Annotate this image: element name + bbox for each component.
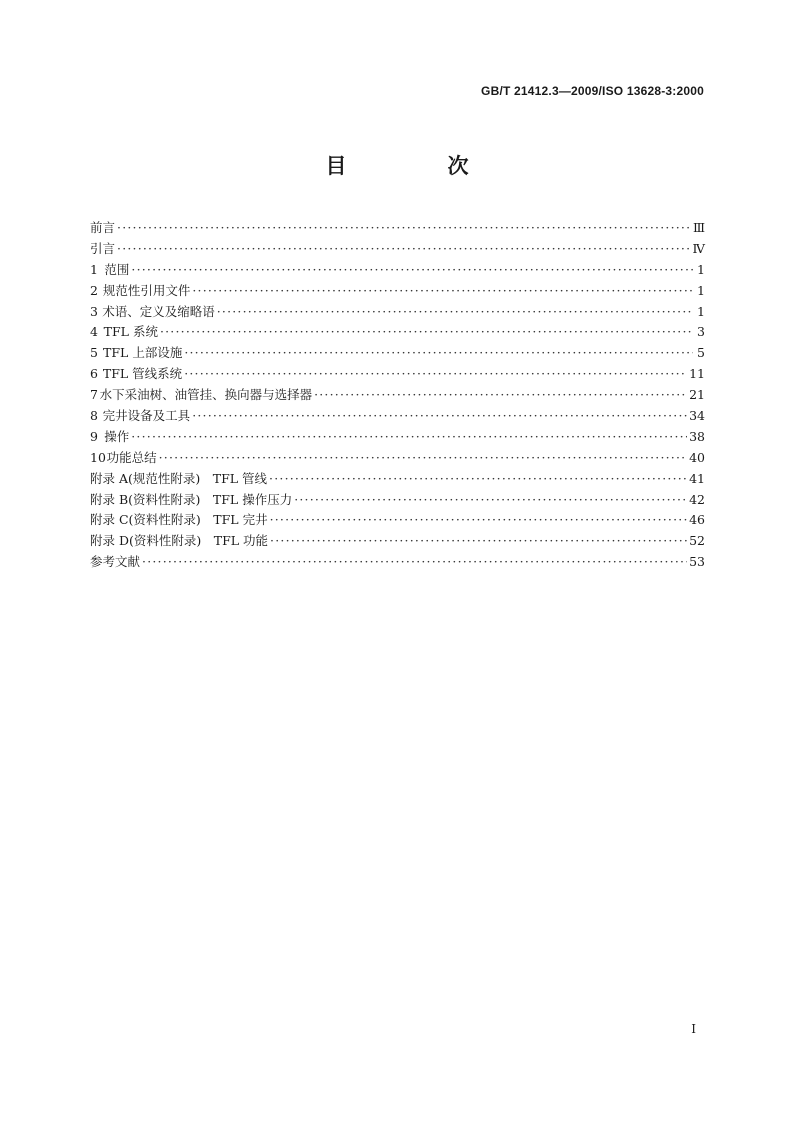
toc-entry-page: 1 <box>697 303 705 319</box>
toc-entry-page: 3 <box>697 324 705 340</box>
toc-entry-label: 前言 <box>90 220 116 235</box>
toc-leader-dots <box>269 471 687 486</box>
toc-leader-dots <box>270 512 688 527</box>
toc-entry-page: 52 <box>689 533 705 549</box>
toc-leader-dots <box>217 304 693 319</box>
toc-entry-page: 1 <box>697 282 705 298</box>
toc-entry-page: 1 <box>697 261 705 277</box>
toc-leader-dots <box>294 492 687 507</box>
toc-leader-dots <box>270 533 687 548</box>
toc-entry-number: 2 <box>90 282 98 298</box>
toc-entry-page: 42 <box>689 491 705 507</box>
toc-entry-page: 11 <box>689 366 705 382</box>
toc-entry-number: 5 <box>90 345 98 361</box>
toc-entry-number: 3 <box>90 303 98 319</box>
toc-entry[interactable] <box>90 322 705 343</box>
toc-entry[interactable] <box>90 531 705 552</box>
toc-leader-dots <box>184 345 693 360</box>
toc-entry[interactable] <box>90 385 705 406</box>
toc-entry[interactable] <box>90 260 705 281</box>
toc-leader-dots <box>192 283 693 298</box>
toc-entry-number: 4 <box>90 324 98 340</box>
toc-entry-label: 附录 C(资料性附录) TFL 完井 <box>90 512 268 528</box>
toc-entry-number: 10 <box>90 449 106 465</box>
toc-entry-page: 5 <box>697 345 705 361</box>
toc-entry-label: 完井设备及工具 <box>102 408 191 424</box>
toc-entry-label: 术语、定义及缩略语 <box>102 303 215 319</box>
toc-leader-dots <box>184 366 687 381</box>
toc-entry[interactable] <box>90 469 705 490</box>
toc-entry-label: TFL 上部设施 <box>103 345 183 361</box>
standard-code-header: GB/T 21412.3—2009/ISO 13628-3:2000 <box>481 84 704 98</box>
toc-entry-page: 46 <box>689 512 705 528</box>
toc-entry-label: 附录 D(资料性附录) TFL 功能 <box>90 533 269 549</box>
toc-entry[interactable] <box>90 218 705 239</box>
toc-entry-label: 参考文献 <box>90 554 141 570</box>
page-title: 目 次 <box>325 154 509 178</box>
toc-entry-page: 40 <box>689 449 705 465</box>
toc-entry[interactable] <box>90 490 705 511</box>
toc-entry[interactable] <box>90 239 705 260</box>
toc-entry[interactable] <box>90 406 705 427</box>
toc-entry[interactable] <box>90 343 705 364</box>
toc-entry-page: 38 <box>689 428 705 444</box>
toc-leader-dots <box>142 554 687 569</box>
toc-entry[interactable] <box>90 427 705 448</box>
toc-entry[interactable] <box>90 364 705 385</box>
toc-entry-number: 8 <box>90 408 98 424</box>
toc-entry-label: 附录 B(资料性附录) TFL 操作压力 <box>90 491 293 507</box>
toc-entry-page: Ⅲ <box>692 220 705 235</box>
toc-leader-dots <box>131 429 687 444</box>
toc-entry-page: 53 <box>689 554 705 570</box>
toc-entry[interactable] <box>90 281 705 302</box>
toc-leader-dots <box>117 220 691 235</box>
toc-entry-label: 引言 <box>90 240 116 256</box>
toc-entry-number: 7 <box>90 387 98 403</box>
toc-entry[interactable] <box>90 510 705 531</box>
toc-entry-label: 水下采油树、油管挂、换向器与选择器 <box>99 387 313 403</box>
toc-entry-page: 41 <box>689 470 705 486</box>
page-number: I <box>691 1022 696 1036</box>
toc-leader-dots <box>192 408 687 423</box>
toc-entry-label: TFL 系统 <box>103 324 158 340</box>
toc-leader-dots <box>131 262 693 277</box>
toc-entry-label: 附录 A(规范性附录) TFL 管线 <box>90 470 268 486</box>
toc-entry-number: 9 <box>90 428 98 444</box>
toc-leader-dots <box>160 324 693 339</box>
toc-entry-page: 21 <box>689 387 705 403</box>
toc-entry-number: 1 <box>90 261 98 277</box>
toc-entry-page: Ⅳ <box>692 240 705 256</box>
toc-entry[interactable] <box>90 302 705 323</box>
toc-entry-number: 6 <box>90 366 98 382</box>
toc-entry[interactable] <box>90 448 705 469</box>
toc-entry-page: 34 <box>689 408 705 424</box>
toc-leader-dots <box>314 387 687 402</box>
toc-entry-label: 范围 <box>104 261 130 277</box>
toc-entry[interactable] <box>90 552 705 573</box>
toc-entry-label: 规范性引用文件 <box>102 282 191 298</box>
toc-entry-label: TFL 管线系统 <box>102 366 183 382</box>
toc-leader-dots <box>159 450 687 465</box>
toc-entry-label: 操作 <box>104 428 130 444</box>
table-of-contents <box>90 218 705 573</box>
toc-leader-dots <box>117 241 690 256</box>
toc-entry-label: 功能总结 <box>106 449 157 465</box>
